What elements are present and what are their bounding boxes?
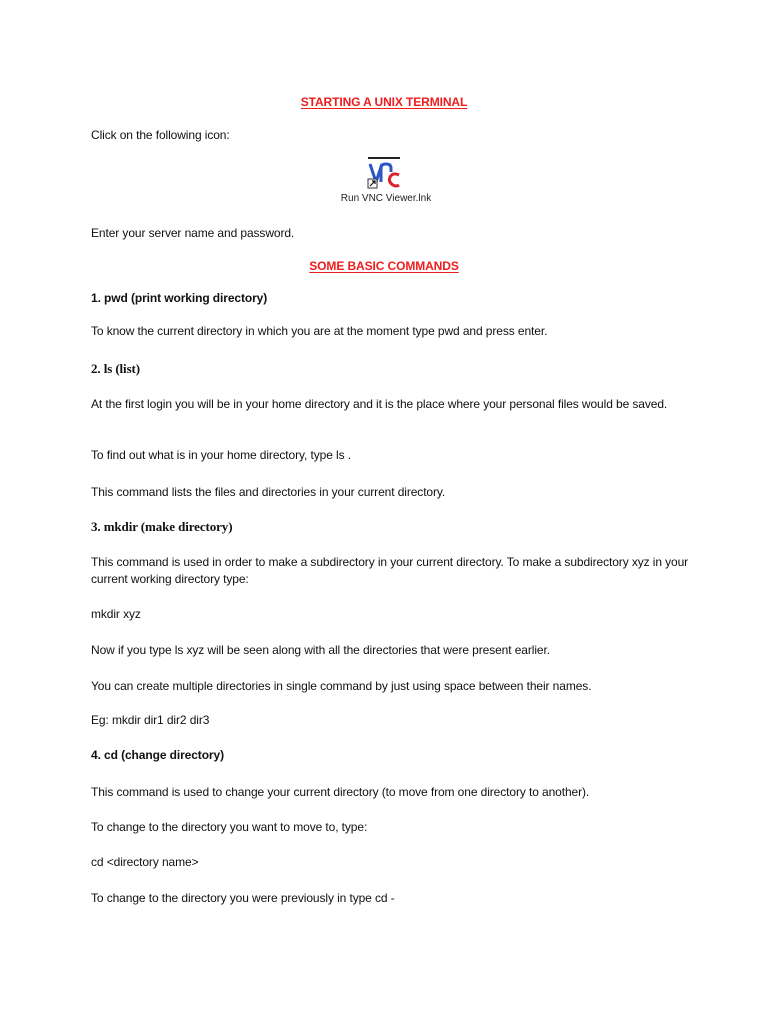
page-title: STARTING A UNIX TERMINAL xyxy=(300,95,468,109)
enter-server-text: Enter your server name and password. xyxy=(91,226,295,240)
cd-paragraph-1: This command is used to change your current directory (to move from one directory to another). xyxy=(91,785,590,799)
icon-caption: Run VNC Viewer.lnk xyxy=(340,193,432,204)
vnc-viewer-shortcut[interactable] xyxy=(340,156,432,208)
cd-heading: 4. cd (change directory) xyxy=(91,748,224,762)
mkdir-heading: 3. mkdir (make directory) xyxy=(91,519,233,534)
ls-paragraph-1: At the first login you will be in your home directory and it is the place where your personal files would be saved. xyxy=(91,397,668,411)
click-instruction: Click on the following icon: xyxy=(91,128,230,142)
mkdir-paragraph-3: You can create multiple directories in single command by just using space between their names. xyxy=(91,679,592,693)
cd-paragraph-3: To change to the directory you were previously in type cd - xyxy=(91,891,395,905)
cd-paragraph-2: To change to the directory you want to move to, type: xyxy=(91,820,368,834)
mkdir-example: mkdir xyz xyxy=(91,607,141,621)
mkdir-paragraph-2: Now if you type ls xyz will be seen along with all the directories that were present earlier. xyxy=(91,643,550,657)
section-title: SOME BASIC COMMANDS xyxy=(309,259,459,273)
ls-paragraph-3: This command lists the files and directories in your current directory. xyxy=(91,485,446,499)
pwd-description: To know the current directory in which you are at the moment type pwd and press enter. xyxy=(91,324,548,338)
mkdir-eg: Eg: mkdir dir1 dir2 dir3 xyxy=(91,713,210,727)
ls-paragraph-2: To find out what is in your home directory, type ls . xyxy=(91,448,351,462)
cd-example: cd <directory name> xyxy=(91,855,199,869)
vnc-viewer-icon xyxy=(367,156,401,190)
pwd-heading: 1. pwd (print working directory) xyxy=(91,291,268,305)
ls-heading: 2. ls (list) xyxy=(91,361,140,376)
mkdir-paragraph-1: This command is used in order to make a subdirectory in your current directory. To make a subdirectory xyz in your current working directory type: xyxy=(91,555,689,586)
